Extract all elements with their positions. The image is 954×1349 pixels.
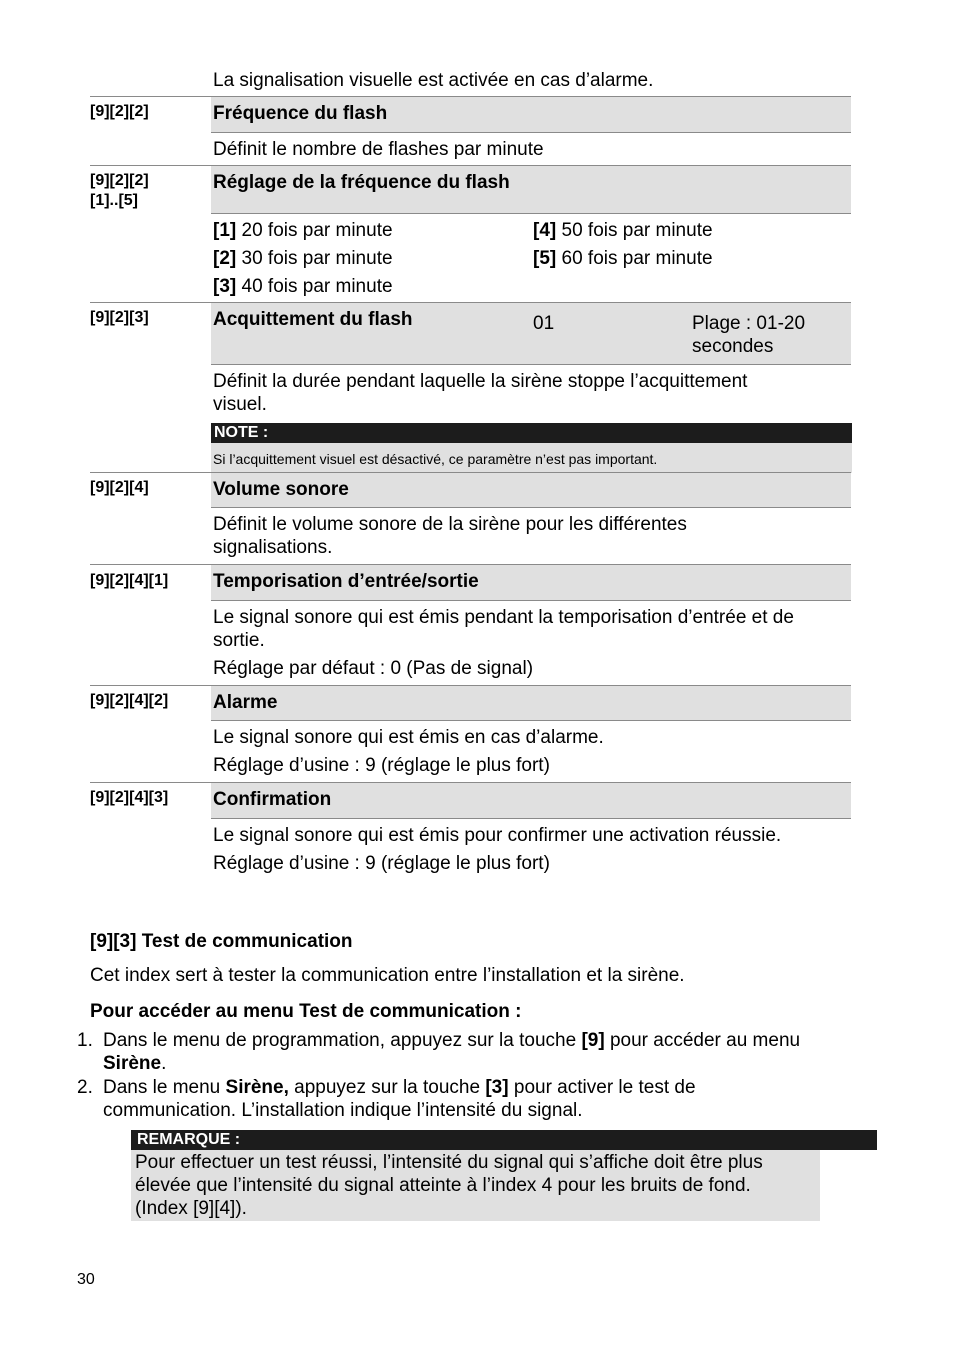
divider	[211, 507, 851, 508]
param-title: Réglage de la fréquence du flash	[213, 172, 510, 193]
remark-label: REMARQUE :	[131, 1130, 877, 1150]
desc-line: signalisations.	[213, 537, 333, 558]
option-item: [5] 60 fois par minute	[533, 248, 713, 269]
param-title: Alarme	[213, 692, 278, 713]
option-item: [2] 30 fois par minute	[213, 248, 393, 269]
default-setting: Réglage d’usine : 9 (réglage le plus fort)	[213, 853, 550, 874]
param-code: [9][2][4]	[90, 479, 149, 496]
param-description	[213, 513, 687, 559]
param-description: Définit le nombre de flashes par minute	[213, 139, 544, 160]
param-header	[211, 303, 851, 364]
remark-body	[131, 1150, 820, 1221]
param-code: [9][2][3]	[90, 309, 149, 326]
remark-text: Pour effectuer un test réussi, l’intensité du signal qui s’affiche doit être plus élevée que l’intensité du signal atteinte à l’index 4 pour les bruits de fond. (Index [9][4]).	[135, 1152, 763, 1219]
param-title: Fréquence du flash	[213, 103, 388, 124]
param-description: Le signal sonore qui est émis pour confirmer une activation réussie.	[213, 825, 782, 846]
divider	[211, 818, 851, 819]
param-title: Volume sonore	[213, 479, 349, 500]
param-code: [9][2][2]	[90, 103, 149, 120]
page-number: 30	[77, 1271, 95, 1288]
param-title: Confirmation	[213, 789, 332, 810]
param-header	[211, 473, 851, 507]
desc-line: Définit le volume sonore de la sirène pour les différentes	[213, 514, 687, 535]
range-line: Plage : 01-20	[692, 313, 806, 334]
desc-line: visuel.	[213, 394, 267, 415]
divider	[211, 720, 851, 721]
default-setting: Réglage d’usine : 9 (réglage le plus fort)	[213, 755, 550, 776]
divider	[211, 213, 851, 214]
param-header	[211, 97, 851, 132]
section-intro: Cet index sert à tester la communication entre l’installation et la sirène.	[90, 965, 685, 986]
param-title: Temporisation d’entrée/sortie	[213, 571, 479, 592]
param-header	[211, 565, 851, 600]
desc-line: Définit la durée pendant laquelle la sirène stoppe l’acquittement	[213, 371, 748, 392]
param-description	[213, 370, 747, 416]
param-code: [9][2][4][1]	[90, 572, 169, 589]
access-heading: Pour accéder au menu Test de communication :	[90, 1001, 522, 1022]
note-body: Si l’acquittement visuel est désactivé, ce paramètre n’est pas important.	[211, 443, 852, 473]
option-item: [3] 40 fois par minute	[213, 276, 393, 297]
param-header	[211, 686, 851, 720]
step-text: Dans le menu Sirène, appuyez sur la touche [3] pour activer le test de communication. L’installation indique l’intensité du signal.	[103, 1077, 696, 1121]
param-description	[213, 606, 794, 652]
param-header	[211, 166, 851, 213]
default-setting: Réglage par défaut : 0 (Pas de signal)	[213, 658, 534, 679]
param-description: Le signal sonore qui est émis en cas d’alarme.	[213, 727, 604, 748]
default-value: 01	[533, 313, 555, 334]
param-code: [9][2][4][3]	[90, 789, 169, 806]
range-line: secondes	[692, 336, 774, 357]
desc-line: Le signal sonore qui est émis pendant la temporisation d’entrée et de	[213, 607, 794, 628]
param-title: Acquittement du flash	[213, 309, 413, 330]
step-number: 1.	[77, 1030, 93, 1051]
step-text: Dans le menu de programmation, appuyez sur la touche [9] pour accéder au menu Sirène.	[103, 1030, 801, 1074]
range-value	[692, 312, 805, 358]
note-label: NOTE :	[211, 423, 852, 443]
desc-line: sortie.	[213, 630, 265, 651]
divider	[211, 364, 851, 365]
param-code-line: [1]..[5]	[90, 192, 138, 209]
param-code: [9][2][4][2]	[90, 692, 169, 709]
param-header	[211, 783, 851, 818]
param-code-line: [9][2][2]	[90, 172, 149, 189]
step-number: 2.	[77, 1077, 93, 1098]
section-heading: [9][3] Test de communication	[90, 931, 353, 952]
divider	[211, 600, 851, 601]
option-item: [1] 20 fois par minute	[213, 220, 393, 241]
divider	[211, 132, 851, 133]
intro-line: La signalisation visuelle est activée en cas d’alarme.	[213, 70, 654, 91]
option-item: [4] 50 fois par minute	[533, 220, 713, 241]
param-code	[90, 171, 149, 211]
